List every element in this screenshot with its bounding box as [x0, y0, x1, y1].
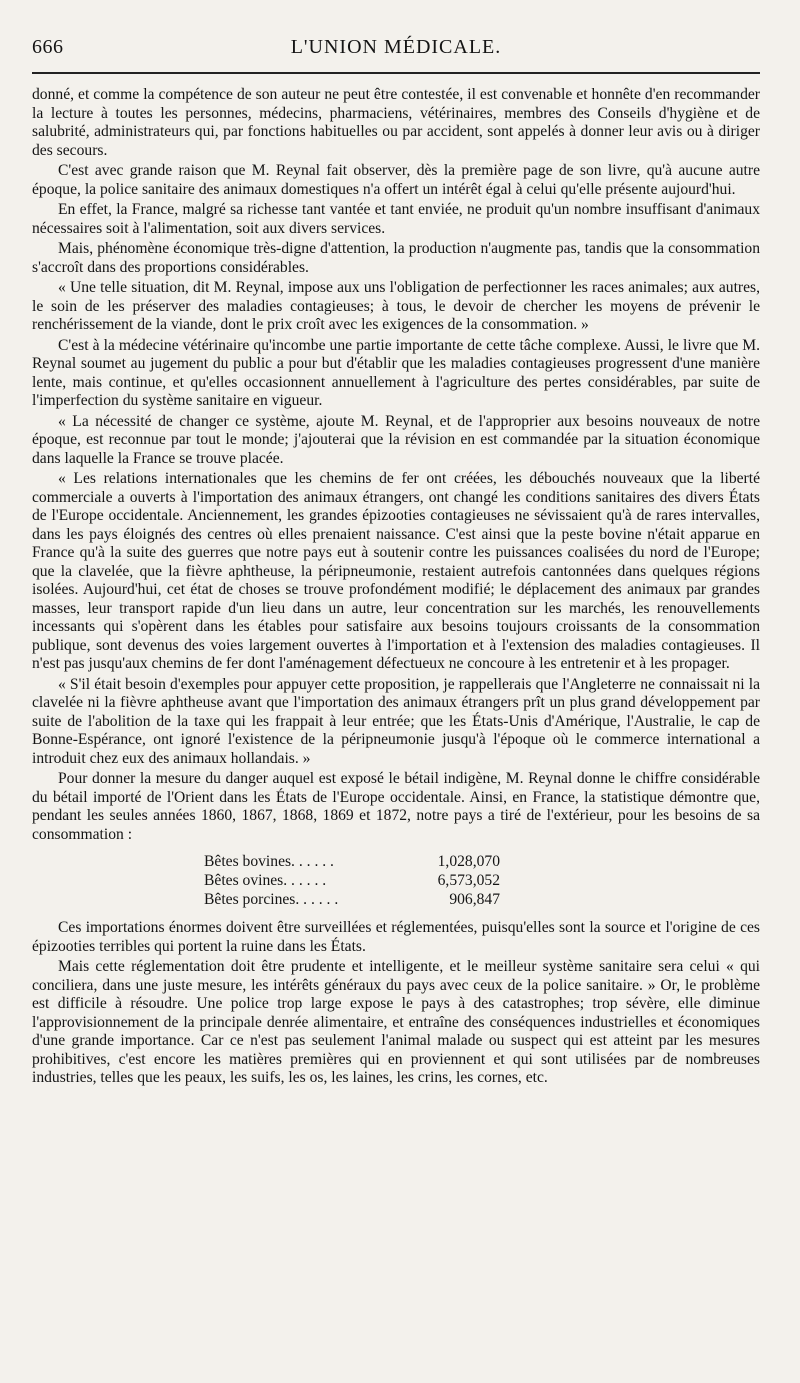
- import-statistics-table: [32, 852, 760, 909]
- paragraph: Pour donner la mesure du danger auquel est exposé le bétail indigène, M. Reynal donne le chiffre considérable du bétail importé de l'Orient dans les États de l'Europe occidentale. Ainsi, en France, la statistique démontre que, pendant les seules années 1860, 1867, 1868, 1869 et 1872, notre pays a tiré de l'extérieur, pour les besoins de sa consommation :: [32, 770, 760, 843]
- paragraph: donné, et comme la compétence de son auteur ne peut être contestée, il est convenable et honnête d'en recommander la lecture à toutes les personnes, médecins, pharmaciens, vétérinaires, membres des Conseils d'hygiène et de salubrité, administrateurs qui, par fonctions habituelles ou par accident, sont appelés à donner leur avis ou à diriger des secours.: [32, 86, 760, 159]
- paragraph: « La nécessité de changer ce système, ajoute M. Reynal, et de l'approprier aux besoins nouveaux de notre époque, est reconnue par tout le monde; j'ajouterai que la révision en est commandée par la situation économique dans laquelle la France se trouve placée.: [32, 412, 760, 467]
- stat-row: [204, 890, 760, 909]
- paragraph: C'est avec grande raison que M. Reynal fait observer, dès la première page de son livre, qu'à aucune autre époque, la police sanitaire des animaux domestiques n'a offert un intérêt égal à celui qu'elle présente aujourd'hui.: [32, 162, 760, 198]
- stat-value: 1,028,070: [437, 853, 500, 870]
- stat-label: Bêtes ovines. . . . . .: [204, 872, 327, 889]
- header-rule: [32, 72, 760, 74]
- paragraph: « S'il était besoin d'exemples pour appuyer cette proposition, je rappellerais que l'Angleterre ne connaissait ni la clavelée ni la fièvre aphtheuse avant que l'importation des animaux étrangers prît un plus grand développement par suite de l'abolition de la taxe qui les frappait à leur entrée; que les États-Unis d'Amérique, l'Australie, le cap de Bonne-Espérance, ont ignoré l'existence de la péripneumonie jusqu'à l'époque où le commerce international a introduit chez eux des animaux hollandais. »: [32, 675, 760, 767]
- stat-row: [204, 871, 760, 890]
- paragraph: C'est à la médecine vétérinaire qu'incombe une partie importante de cette tâche complexe. Aussi, le livre que M. Reynal soumet au jugement du public a pour but d'établir que les maladies contagieuses progressent d'une manière lente, mais continue, et qu'elles occasionnent annuellement à l'agriculture des pertes considérables, par suite de l'imperfection du système sanitaire en vigueur.: [32, 336, 760, 409]
- stat-row: [204, 852, 760, 871]
- running-title: L'UNION MÉDICALE.: [290, 36, 502, 58]
- stat-value: 6,573,052: [437, 872, 500, 889]
- paragraph: En effet, la France, malgré sa richesse tant vantée et tant enviée, ne produit qu'un nombre insuffisant d'animaux nécessaires soit à l'alimentation, soit aux divers services.: [32, 201, 760, 237]
- paragraph: Mais, phénomène économique très-digne d'attention, la production n'augmente pas, tandis que la consommation s'accroît dans des proportions considérables.: [32, 240, 760, 276]
- stat-label: Bêtes porcines. . . . . .: [204, 891, 339, 908]
- paragraph: Mais cette réglementation doit être prudente et intelligente, et le meilleur système sanitaire sera celui « qui conciliera, dans une juste mesure, les intérêts généraux du pays avec ceux de la police sanitaire. » Or, le problème est difficile à résoudre. Une police trop large expose le pays à des catastrophes; trop sévère, elle diminue l'approvisionnement de la principale denrée alimentaire, et entraîne des conséquences industrielles et économiques d'une grande importance. Car ce n'est pas seulement l'animal malade ou suspect qui est atteint par les mesures prohibitives, c'est encore les matières premières qui en proviennent et qui sont utilisées par de nombreuses industries, telles que les peaux, les suifs, les os, les laines, les crins, les cornes, etc.: [32, 958, 760, 1086]
- stat-label: Bêtes bovines. . . . . .: [204, 853, 334, 870]
- page-number: 666: [32, 36, 64, 58]
- paragraph: « Une telle situation, dit M. Reynal, impose aux uns l'obligation de perfectionner les races animales; aux autres, le soin de les préserver des maladies contagieuses; à tous, le devoir de chercher les moyens de prévenir le renchérissement de la viande, dont le prix croît avec les exigences de la consommation. »: [32, 279, 760, 333]
- article-body: [32, 86, 760, 1088]
- page-header: [32, 36, 760, 66]
- stat-value: 906,847: [449, 891, 500, 908]
- paragraph: Ces importations énormes doivent être surveillées et réglementées, puisqu'elles sont la source et l'origine de ces épizooties terribles qui portent la ruine dans les États.: [32, 919, 760, 955]
- paragraph: « Les relations internationales que les chemins de fer ont créées, les débouchés nouveaux que la liberté commerciale a ouverts à l'importation des animaux étrangers, ont changé les conditions sanitaires des divers États de l'Europe occidentale. Anciennement, les grandes épizooties contagieuses ne sévissaient qu'à de rares intervalles, dans les pays éloignés des centres où elles prenaient naissance. C'est ainsi que la peste bovine n'était apparue en France qu'à la suite des guerres que notre pays eut à soutenir contre les puissances coalisées du nord de l'Europe; que la clavelée, que la fièvre aphtheuse, la péripneumonie, restaient autrefois cantonnées dans quelques régions isolées. Aujourd'hui, cet état de choses se trouve profondément modifié; le déplacement des animaux par grandes masses, leur transport rapide d'un lieu dans un autre, leur concentration sur les marchés, les renouvellements incessants qui s'opèrent dans les étables pour satisfaire aux besoins toujours croissants de la consommation publique, sont devenus des voies largement ouvertes à l'importation et à l'extension des maladies contagieuses. Il n'est pas jusqu'aux chemins de fer dont l'aménagement défectueux ne concoure à les entretenir et à les propager.: [32, 470, 760, 672]
